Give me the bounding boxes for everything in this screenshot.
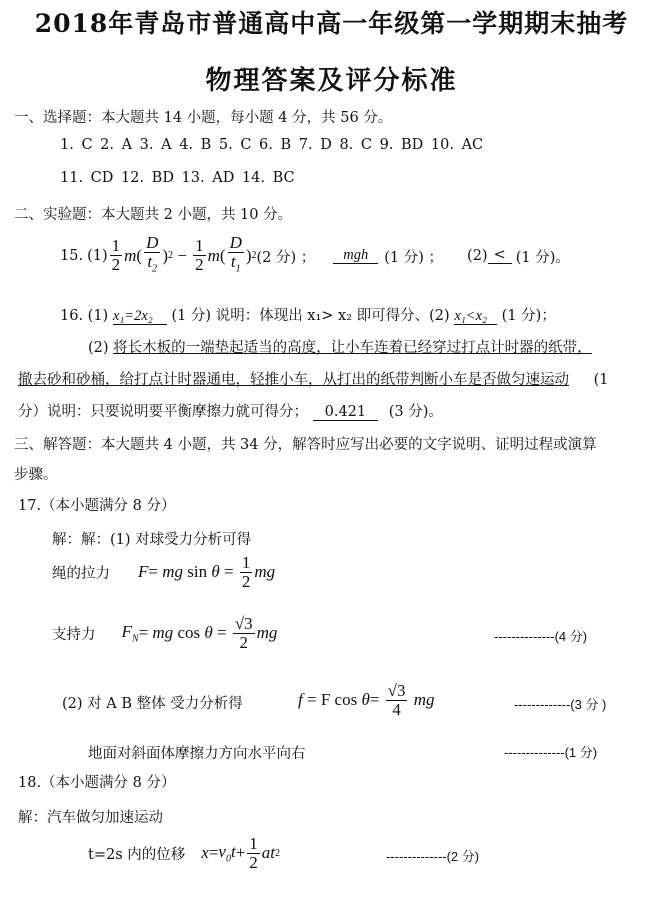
q15-part3-label: (2) bbox=[467, 248, 488, 264]
section-3-heading-line-2: 步骤。 bbox=[14, 467, 58, 483]
q16-answer-2-line-1: 将长木板的一端垫起适当的高度，让小车连着已经穿过打点计时器的纸带， bbox=[113, 340, 592, 356]
question-16-line-2 bbox=[88, 336, 592, 357]
q15-answer-3: < bbox=[488, 248, 512, 264]
question-17-title: 17.（本小题满分 8 分） bbox=[18, 498, 176, 514]
section-3-heading-line-1: 三、解答题：本大题共 4 小题，共 34 分，解答时应写出必要的文字说明、证明过程或演算 bbox=[14, 437, 597, 453]
q16-score-1: (1 分) 说明：体现出 x₁> x₂ 即可得分、(2) bbox=[171, 308, 450, 324]
q17-rope-tension bbox=[52, 548, 275, 596]
q17-friction-formula: f = F cos θ = $\frac{√3}{4}$ mg bbox=[298, 680, 435, 719]
q17-part2-text: (2) 对 A B 整体 受力分析得 bbox=[62, 696, 243, 712]
q15-number: 15. bbox=[60, 248, 84, 264]
q15-score-1: (2 分) ； bbox=[256, 249, 316, 266]
q17-conclusion: 地面对斜面体摩擦力方向水平向右 bbox=[88, 746, 306, 762]
q16-number: 16. bbox=[60, 308, 84, 324]
q15-score-3: (1 分)。 bbox=[515, 249, 570, 266]
q16-note: 分）说明：只要说明要平衡摩擦力就可得分； bbox=[18, 404, 308, 420]
q16-part1-label: (1) bbox=[87, 308, 109, 324]
section-2-heading: 二、实验题：本大题共 2 小题，共 10 分。 bbox=[14, 207, 293, 223]
question-16-line-3 bbox=[18, 368, 609, 389]
question-15 bbox=[60, 232, 570, 280]
q15-answer-2: mgh bbox=[333, 248, 378, 264]
q17-support-force bbox=[52, 608, 277, 658]
q17-rope-formula: F = mg sin θ = $\frac{1}{2}$ mg bbox=[138, 552, 276, 591]
answers-row-1: 1. C 2. A 3. A 4. B 5. C 6. B 7. D 8. C 9. BD 10. AC bbox=[60, 137, 484, 153]
q16-answer-1b: x₁<x₂ bbox=[454, 309, 497, 325]
q17-score-b: -------------(3 分 ) bbox=[514, 697, 607, 712]
q16-answer-1: x₁=2x₂ bbox=[113, 309, 167, 325]
q16-part2-label: (2) bbox=[88, 340, 109, 356]
q18-score-a: --------------(2 分) bbox=[386, 849, 480, 864]
q17-rope-label: 绳的拉力 bbox=[52, 565, 110, 582]
question-16-line-4 bbox=[18, 400, 443, 421]
q17-score-a: --------------(4 分) bbox=[494, 629, 588, 644]
q17-support-label: 支持力 bbox=[52, 626, 96, 643]
answer-key-title: 物理答案及评分标准 bbox=[205, 66, 458, 96]
q16-score-2: (1 bbox=[593, 372, 609, 388]
q18-disp-label: t=2s 内的位移 bbox=[88, 846, 186, 863]
q16-answer-2-line-2: 撤去砂和砂桶，给打点计时器通电，轻推小车，从打出的纸带判断小车是否做匀速运动 bbox=[18, 372, 569, 388]
q17-support-formula: $F_N$ = mg cos θ = $\frac{√3}{2}$ mg bbox=[121, 613, 278, 652]
q18-disp-formula: x = $v_0t$ + $\frac{1}{2}$ at 2 bbox=[201, 833, 281, 872]
q15-score-2: (1 分) ； bbox=[384, 249, 444, 266]
question-17-intro: 解：解：(1) 对球受力分析可得 bbox=[52, 532, 252, 548]
exam-title: 2018年青岛市普通高中高一年级第一学期期末抽考 bbox=[34, 9, 629, 38]
q16-score-3: (3 分)。 bbox=[388, 404, 443, 420]
answers-row-2: 11. CD 12. BD 13. AD 14. BC bbox=[60, 170, 295, 186]
q18-displacement bbox=[88, 830, 280, 876]
q16-score-1b: (1 分)； bbox=[501, 308, 556, 324]
q16-answer-3: 0.421 bbox=[313, 405, 379, 421]
q17-score-c: --------------(1 分) bbox=[504, 745, 598, 760]
q15-part1-label: (1) bbox=[87, 248, 108, 264]
q15-formula: $\frac{1}{2}$ m ( $\frac{D}{t_2}$ ) 2 − $\frac{1}{2}$ m ( $\frac{D}{t_1}$ ) 2 bbox=[111, 232, 257, 275]
question-18-intro: 解：汽车做匀加速运动 bbox=[18, 810, 163, 826]
question-16-line-1 bbox=[60, 304, 556, 325]
section-1-heading: 一、选择题：本大题共 14 小题，每小题 4 分，共 56 分。 bbox=[14, 110, 393, 126]
question-18-title: 18.（本小题满分 8 分） bbox=[18, 775, 176, 791]
